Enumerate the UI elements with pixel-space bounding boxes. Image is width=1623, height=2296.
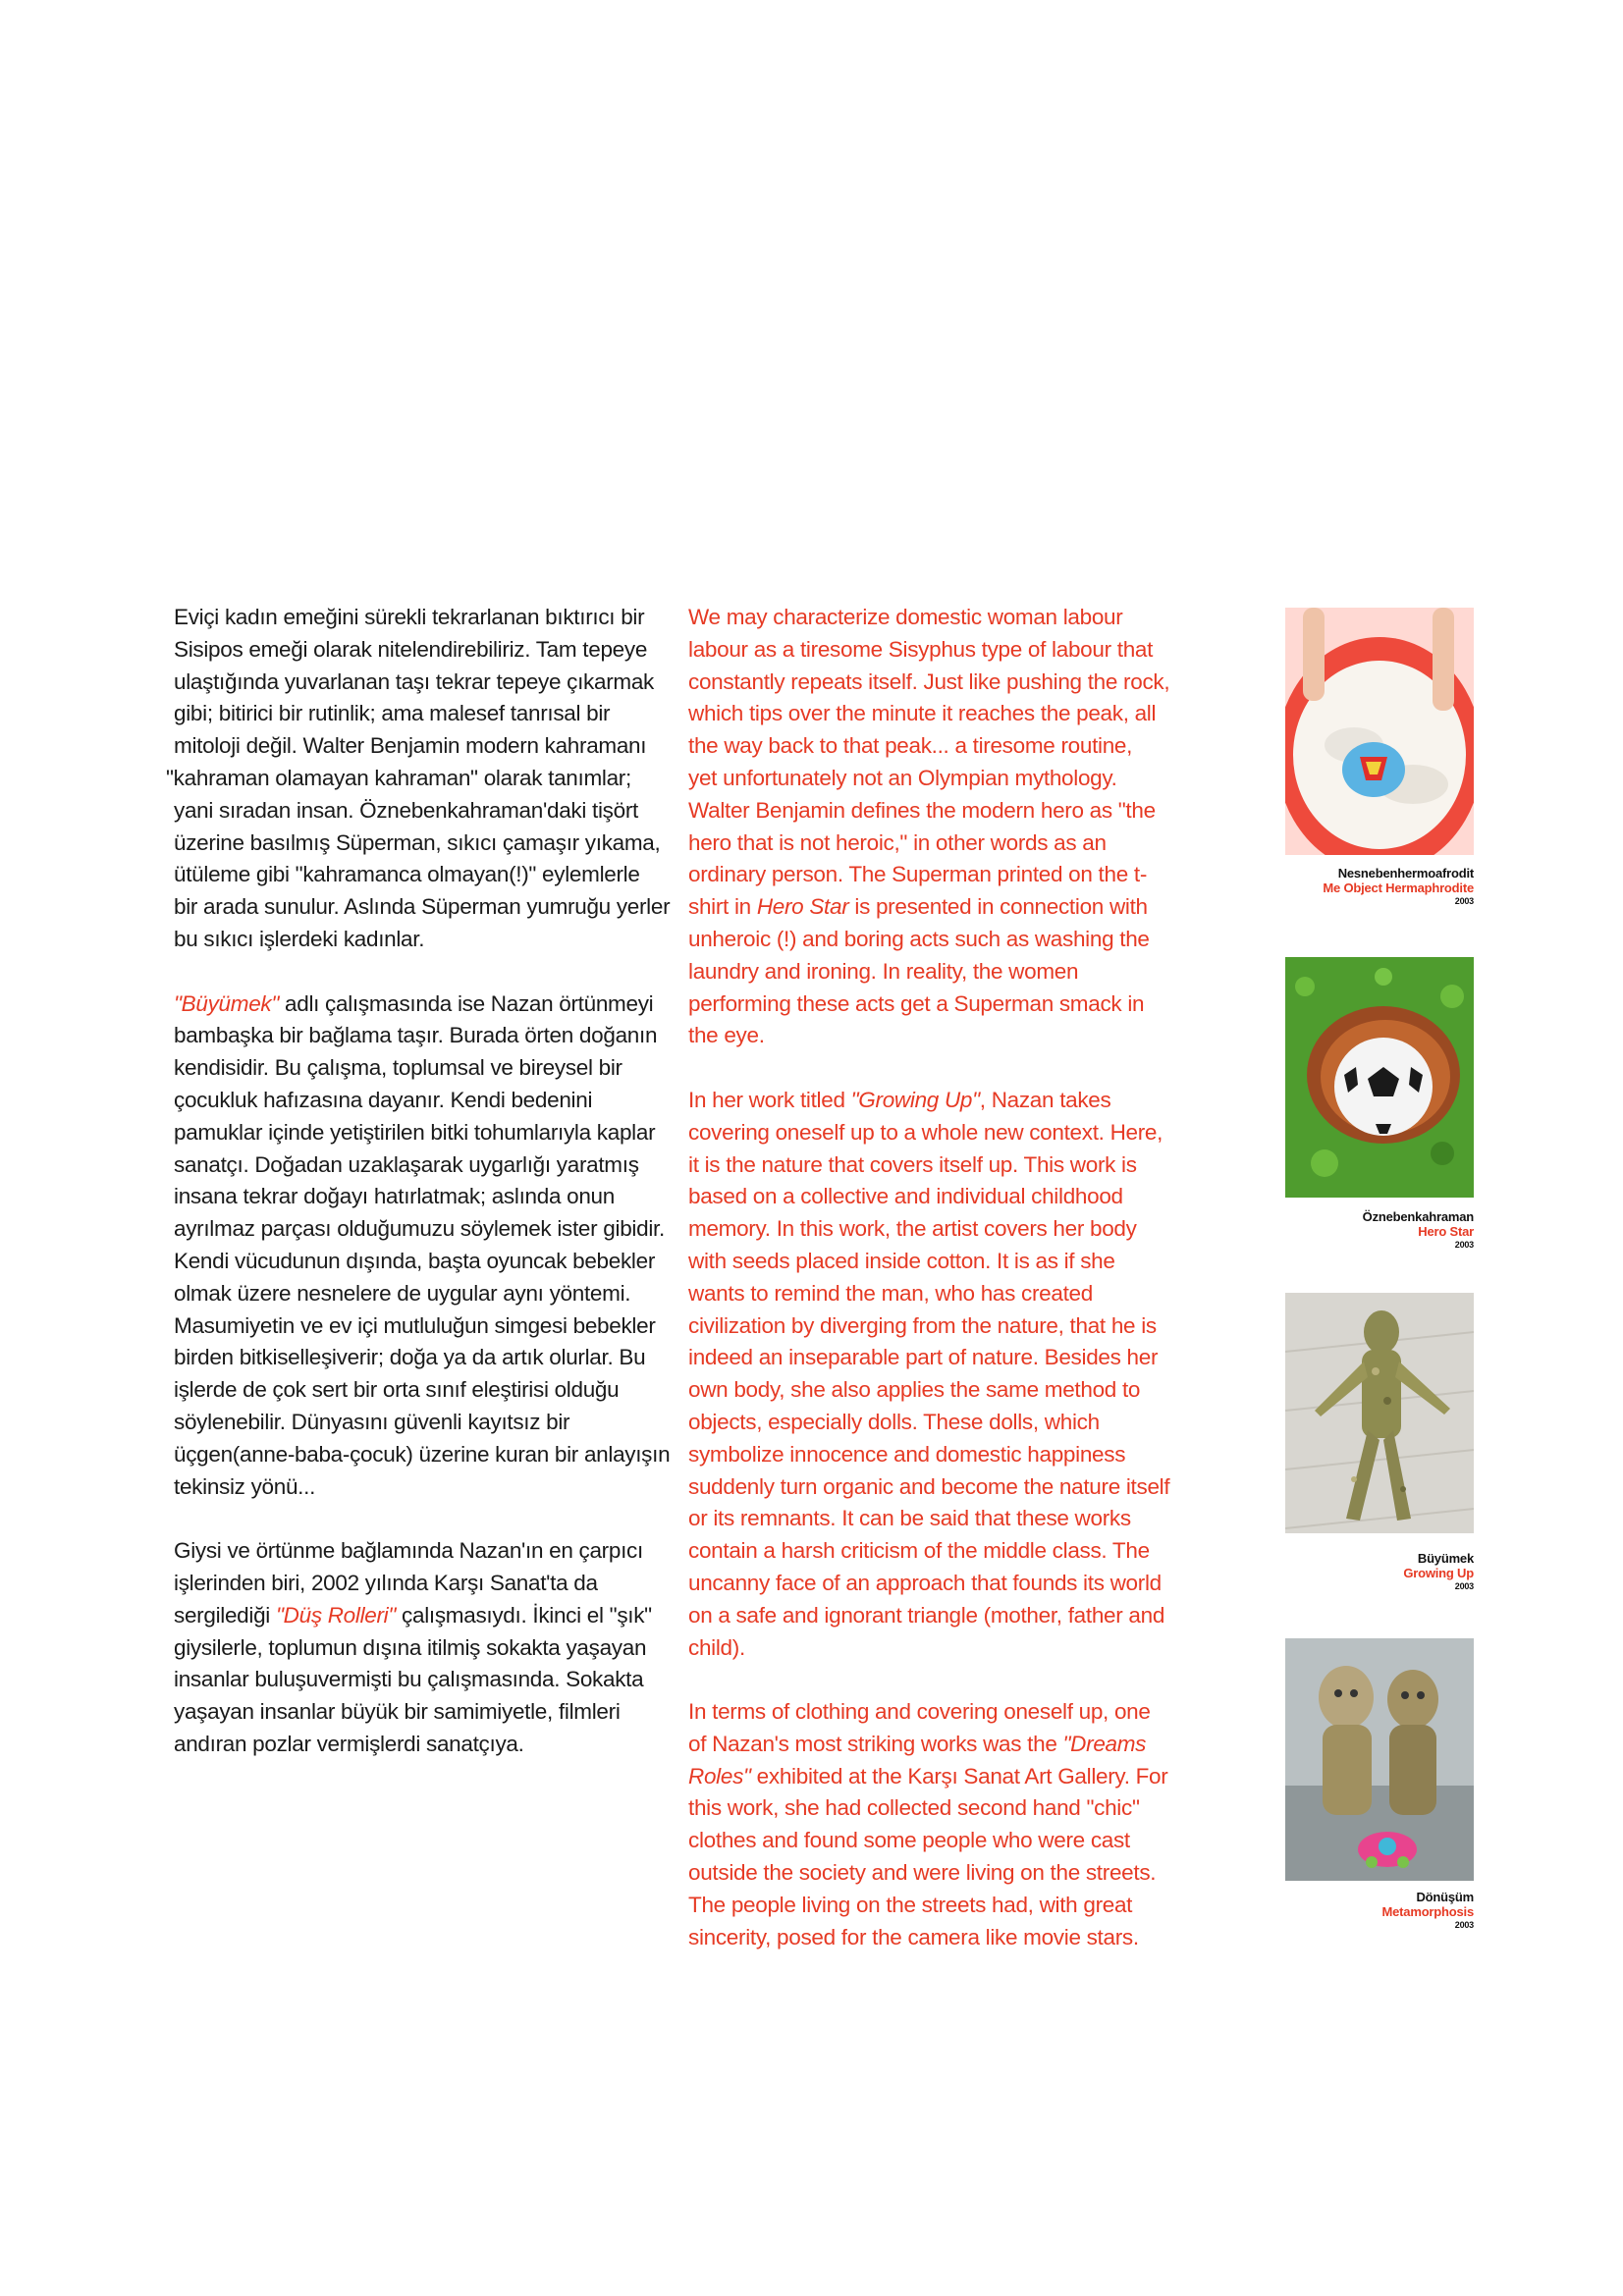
text-line: laundry and ironing. In reality, the women <box>688 958 1079 984</box>
text-line: constantly repeats itself. Just like pushing the rock, <box>688 668 1170 694</box>
text-line: ulaştığında yuvarlanan taşı tekrar tepeye çıkarmak <box>174 668 655 694</box>
work-title-dreams-roles: "Dreams <box>1062 1731 1147 1756</box>
text-line: Masumiyetin ve ev içi mutluluğun simgesi bebekler <box>174 1312 656 1338</box>
text-line: işlerde de çok sert bir orta sınıf eleştirisi olduğu <box>174 1377 620 1403</box>
text-line: kendisidir. Bu çalışma, toplumsal ve bireysel bir <box>174 1055 622 1081</box>
text-line: suddenly turn organic and become the nature itself <box>688 1473 1170 1499</box>
text-line: or its remnants. It can be said that these works <box>688 1506 1131 1531</box>
caption-english: Me Object Hermaphrodite <box>1323 881 1474 895</box>
text-line: outside the society and were living on the streets. <box>688 1860 1157 1886</box>
artwork-image-hero-star <box>1285 957 1474 1198</box>
text-line: yaşayan insanlar büyük bir samimiyetle, filmleri <box>174 1699 621 1725</box>
caption-turkish: Nesnebenhermoafrodit <box>1337 866 1474 881</box>
caption-english: Metamorphosis <box>1381 1904 1474 1919</box>
caption-hero-star <box>1363 1209 1474 1252</box>
text-span: sergilediği <box>174 1602 276 1628</box>
text-line: The people living on the streets had, with great <box>688 1892 1133 1917</box>
caption-turkish: Dönüşüm <box>1416 1890 1474 1904</box>
text-line: sanatçı. Doğadan uzaklaşarak uygarlığı yaratmış <box>174 1151 639 1177</box>
text-line <box>688 1085 1218 1117</box>
text-line: unheroic (!) and boring acts such as washing the <box>688 926 1150 951</box>
artwork-image-growing-up <box>1285 1293 1474 1533</box>
text-line: indeed an inseparable part of nature. Besides her <box>688 1345 1159 1370</box>
work-title-dus-rolleri: "Düş Rolleri" <box>275 1602 397 1628</box>
english-text-column <box>688 602 1218 1986</box>
text-span: adlı çalışmasında ise Nazan örtünmeyi <box>279 990 654 1016</box>
text-line: Walter Benjamin defines the modern hero as "the <box>688 797 1156 823</box>
text-line: child). <box>688 1634 745 1660</box>
text-line: We may characterize domestic woman labour <box>688 605 1123 629</box>
text-line: labour as a tiresome Sisyphus type of labour that <box>688 636 1154 662</box>
text-line: the way back to that peak... a tiresome routine, <box>688 733 1133 759</box>
text-line: işlerinden biri, 2002 yılında Karşı Sanat'ta da <box>174 1570 598 1595</box>
text-line: söylenebilir. Dünyasını güvenli kayıtsız bir <box>174 1409 570 1434</box>
text-span: çalışmasıydı. İkinci el "şık" <box>396 1602 652 1628</box>
text-line: insana tekrar doğayı hatırlatmak; aslında onun <box>174 1184 615 1209</box>
text-line: civilization by diverging from the nature, that he is <box>688 1312 1157 1338</box>
turkish-paragraph-3 <box>174 1535 684 1761</box>
text-line: on a safe and ignorant triangle (mother, father and <box>688 1602 1165 1628</box>
text-line: "kahraman olamayan kahraman" olarak tanımlar; <box>166 765 631 790</box>
caption-english: Hero Star <box>1418 1224 1474 1239</box>
text-line: ayrılmaz parçası olduğumuzu söylemek ister gibidir. <box>174 1216 665 1242</box>
text-line: with seeds placed inside cotton. It is as if she <box>688 1248 1115 1273</box>
work-title-dreams-roles-cont: Roles" <box>688 1763 751 1789</box>
turkish-paragraph-2 <box>174 988 684 1504</box>
text-line: insanlar buluşuvermişti bu çalışmasında. Sokakta <box>174 1667 644 1692</box>
caption-year: 2003 <box>1454 1920 1474 1930</box>
text-line: birden bitkiselleşiverir; doğa ya da artık olurlar. Bu <box>174 1345 646 1370</box>
caption-growing-up <box>1403 1551 1474 1593</box>
english-paragraph-2 <box>688 1085 1218 1664</box>
caption-year: 2003 <box>1454 1240 1474 1250</box>
text-line: the eye. <box>688 1023 765 1048</box>
text-line: Kendi vücudunun dışında, başta oyuncak bebekler <box>174 1248 656 1273</box>
artwork-image-metamorphosis <box>1285 1638 1474 1881</box>
text-span: shirt in <box>688 894 757 920</box>
text-line: Sisipos emeği olarak nitelendirebiliriz. Tam tepeye <box>174 636 648 662</box>
text-line: hero that is not heroic," in other words as an <box>688 829 1107 855</box>
caption-me-object-hermaphrodite <box>1323 866 1474 908</box>
text-line: bir arada sunulur. Aslında Süperman yumruğu yerler <box>174 894 671 920</box>
text-line: based on a collective and individual childhood <box>688 1184 1123 1209</box>
text-line: covering oneself up to a whole new context. Here, <box>688 1119 1163 1145</box>
text-line: In terms of clothing and covering oneself up, one <box>688 1699 1151 1725</box>
text-line: pamuklar içinde yetiştirilen bitki tohumlarıyla kaplar <box>174 1119 656 1145</box>
text-line: olmak üzere nesnelere de uygular aynı yöntemi. <box>174 1280 631 1306</box>
text-line: yani sıradan insan. Öznebenkahraman'daki tişört <box>174 797 638 823</box>
sprout-figure-illustration <box>1285 1293 1474 1533</box>
work-title-hero-star: Hero Star <box>756 894 849 920</box>
text-line: ütüleme gibi "kahramanca olmayan(!)" eylemlerle <box>174 862 640 887</box>
dolls-illustration <box>1285 1638 1474 1881</box>
text-line: Eviçi kadın emeğini sürekli tekrarlanan bıktırıcı bir <box>174 605 645 629</box>
text-line: gibi; bitirici bir rutinlik; ama malesef tanrısal bir <box>174 701 611 726</box>
work-title-growing-up: "Growing Up" <box>850 1087 980 1112</box>
caption-metamorphosis <box>1382 1890 1474 1932</box>
text-line <box>688 891 1218 924</box>
text-line: this work, she had collected second hand "chic" <box>688 1795 1140 1821</box>
text-span: exhibited at the Karşı Sanat Art Gallery. For <box>750 1763 1168 1789</box>
text-line: clothes and found some people who were cast <box>688 1828 1130 1853</box>
text-line: wants to remind the man, who has created <box>688 1280 1093 1306</box>
english-paragraph-1 <box>688 602 1218 1052</box>
caption-year: 2003 <box>1454 1581 1474 1591</box>
text-span: In her work titled <box>688 1087 851 1112</box>
text-line: it is the nature that covers itself up. This work is <box>688 1151 1137 1177</box>
text-line: tekinsiz yönü... <box>174 1473 316 1499</box>
text-line: bu sıkıcı işlerdeki kadınlar. <box>174 926 425 951</box>
text-line: yet unfortunately not an Olympian mythology. <box>688 765 1117 790</box>
laundry-basin-illustration <box>1285 608 1474 855</box>
text-line: giysilerle, toplumun dışına itilmiş sokakta yaşayan <box>174 1634 647 1660</box>
text-line: which tips over the minute it reaches the peak, all <box>688 701 1157 726</box>
caption-year: 2003 <box>1454 896 1474 906</box>
text-line: own body, she also applies the same method to <box>688 1377 1141 1403</box>
text-line: contain a harsh criticism of the middle class. The <box>688 1538 1150 1564</box>
text-line: memory. In this work, the artist covers her body <box>688 1216 1137 1242</box>
work-title-buyumek: "Büyümek" <box>174 990 280 1016</box>
artwork-image-me-object-hermaphrodite <box>1285 608 1474 855</box>
caption-turkish: Büyümek <box>1417 1551 1474 1566</box>
text-line: uncanny face of an approach that founds its world <box>688 1570 1162 1595</box>
text-line: performing these acts get a Superman smack in <box>688 990 1145 1016</box>
text-line: objects, especially dolls. These dolls, which <box>688 1409 1100 1434</box>
text-line: Giysi ve örtünme bağlamında Nazan'ın en çarpıcı <box>174 1538 643 1564</box>
text-line: üçgen(anne-baba-çocuk) üzerine kuran bir anlayışın <box>174 1441 671 1467</box>
text-line: sincerity, posed for the camera like movie stars. <box>688 1924 1139 1949</box>
turkish-text-column <box>166 602 684 1792</box>
text-span: , Nazan takes <box>979 1087 1111 1112</box>
text-span: of Nazan's most striking works was the <box>688 1731 1063 1756</box>
text-line: çocukluk hafızasına dayanır. Kendi bedenini <box>174 1087 593 1112</box>
text-span: is presented in connection with <box>848 894 1148 920</box>
ball-nest-illustration <box>1285 957 1474 1198</box>
text-line <box>174 1600 684 1632</box>
caption-english: Growing Up <box>1403 1566 1474 1580</box>
text-line: üzerine basılmış Süperman, sıkıcı çamaşır yıkama, <box>174 829 661 855</box>
text-line <box>688 1761 1218 1793</box>
text-line: bambaşka bir bağlama taşır. Burada örten doğanın <box>174 1023 658 1048</box>
text-line: mitoloji değil. Walter Benjamin modern kahramanı <box>174 733 647 759</box>
english-paragraph-3 <box>688 1696 1218 1953</box>
text-line <box>174 988 684 1021</box>
text-line: ordinary person. The Superman printed on the t- <box>688 862 1148 887</box>
text-line: symbolize innocence and domestic happiness <box>688 1441 1126 1467</box>
turkish-paragraph-1 <box>166 602 684 956</box>
text-line <box>688 1729 1218 1761</box>
caption-turkish: Öznebenkahraman <box>1362 1209 1474 1224</box>
text-line: andıran pozlar vermişlerdi sanatçıya. <box>174 1731 524 1756</box>
